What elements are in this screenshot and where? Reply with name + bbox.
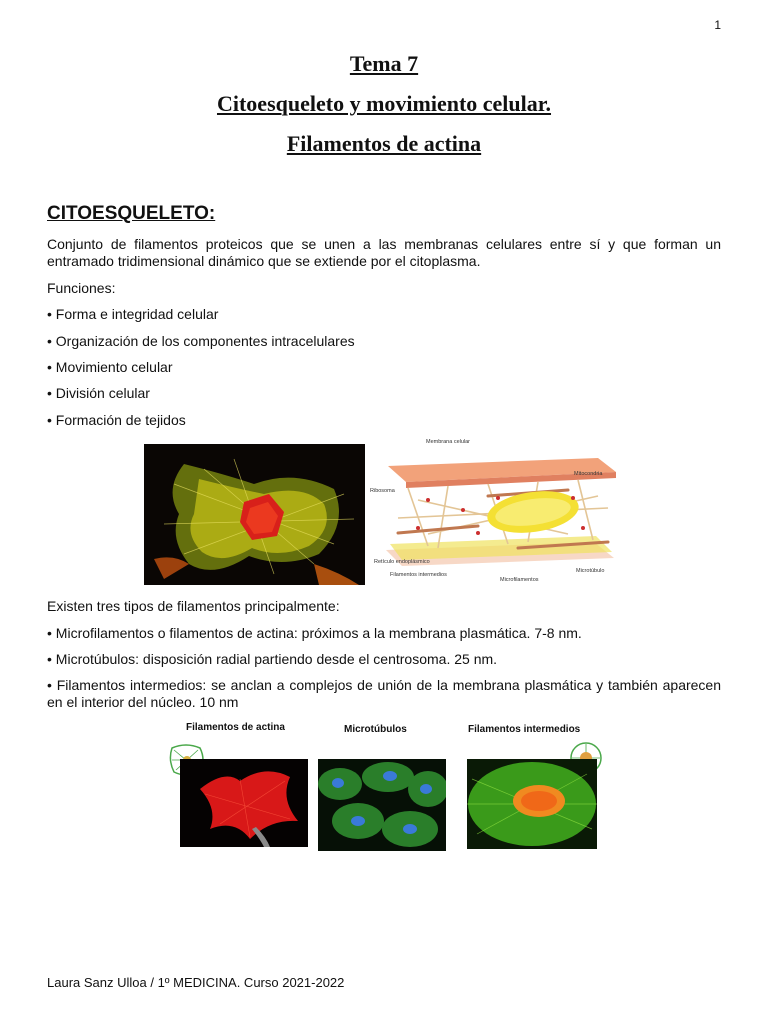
page-number: 1 xyxy=(714,18,721,32)
title-block xyxy=(0,50,768,170)
functions-label: Funciones: xyxy=(47,280,116,296)
topic-title: Tema 7 xyxy=(349,51,419,76)
definition-paragraph: Conjunto de filamentos proteicos que se unen a las membranas celulares entre sí y que forman un entramado tridimensional dinámico que se extiende por el citoplasma. xyxy=(47,236,721,269)
label-er: Retículo endoplásmico xyxy=(374,559,430,565)
label-microfilaments: Microfilamentos xyxy=(500,577,539,583)
function-item: • Organización de los componentes intracelulares xyxy=(47,333,355,349)
cytoskeleton-diagram xyxy=(368,438,620,588)
type-item: • Microtúbulos: disposición radial partiendo desde el centrosoma. 25 nm. xyxy=(47,651,498,667)
label-microtubules: Microtúbulos xyxy=(344,724,407,735)
label-ribosome: Ribosoma xyxy=(370,488,395,494)
type-item: • Filamentos intermedios: se anclan a complejos de unión de la membrana plasmática y también aparecen en el interior del núcleo. 10 nm xyxy=(47,677,721,710)
function-item: • División celular xyxy=(47,385,150,401)
actin-micrograph xyxy=(180,759,308,847)
function-item: • Movimiento celular xyxy=(47,359,173,375)
types-intro: Existen tres tipos de filamentos principalmente: xyxy=(47,598,340,614)
section-heading: CITOESQUELETO: xyxy=(47,203,216,224)
label-actin: Filamentos de actina xyxy=(186,722,285,733)
type-item: • Microfilamentos o filamentos de actina: próximos a la membrana plasmática. 7-8 nm. xyxy=(47,625,582,641)
label-intermediate: Filamentos intermedios xyxy=(390,572,447,578)
label-microtubule: Microtúbulo xyxy=(576,568,605,574)
label-intermediate-filaments: Filamentos intermedios xyxy=(468,724,581,735)
footer: Laura Sanz Ulloa / 1º MEDICINA. Curso 2021-2022 xyxy=(47,975,345,990)
label-membrane: Membrana celular xyxy=(426,439,471,445)
cytoskeleton-micrograph xyxy=(144,444,365,585)
microtubules-micrograph xyxy=(318,759,446,851)
function-item: • Formación de tejidos xyxy=(47,412,186,428)
intermediate-filaments-micrograph xyxy=(467,759,597,849)
function-item: • Forma e integridad celular xyxy=(47,306,219,322)
chapter-title: Citoesqueleto y movimiento celular. xyxy=(216,91,552,116)
subchapter-title: Filamentos de actina xyxy=(286,131,482,156)
label-mitochondria: Mitocondria xyxy=(574,471,603,477)
